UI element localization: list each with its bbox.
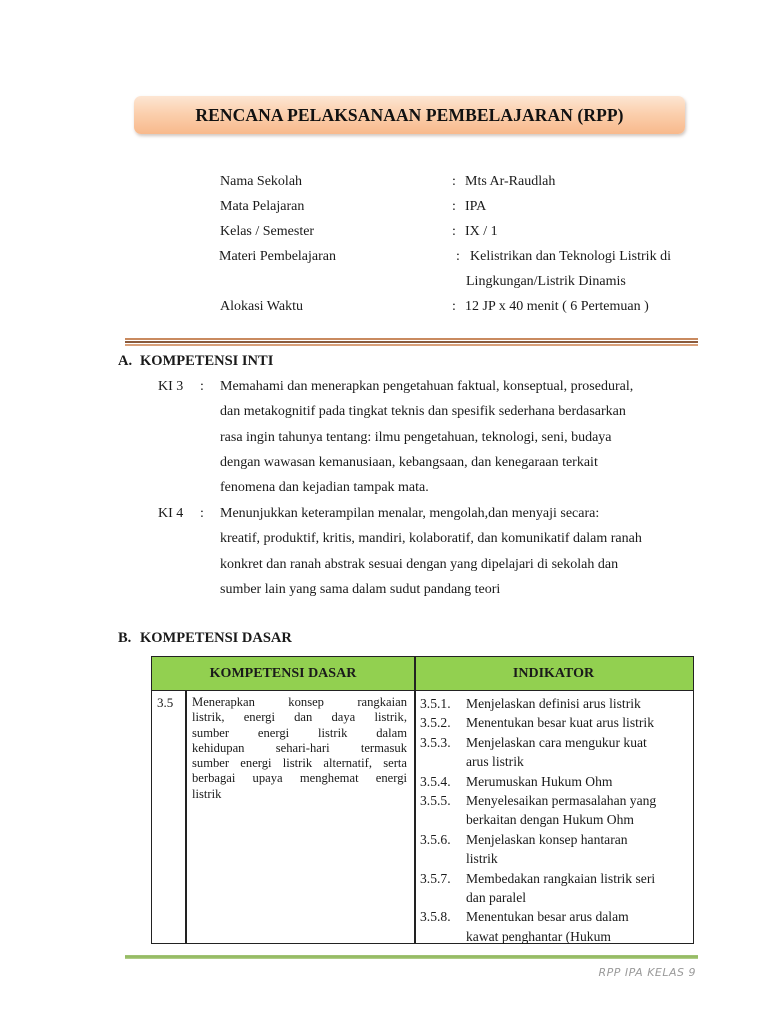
indicator-item bbox=[420, 869, 690, 908]
table-column-divider bbox=[414, 657, 416, 943]
indicator-text: Merumuskan Hukum Ohm bbox=[466, 773, 613, 789]
table-number-divider bbox=[185, 691, 187, 943]
indicator-text: Menyelesaikan permasalahan yang bbox=[466, 793, 657, 809]
indicator-number: 3.5.5. bbox=[420, 793, 451, 809]
indicator-number: 3.5.7. bbox=[420, 870, 451, 886]
section-title: KOMPETENSI INTI bbox=[140, 353, 274, 369]
ki-line: rasa ingin tahunya tentang: ilmu pengetahuan, teknologi, seni, budaya bbox=[220, 429, 612, 445]
info-label: Nama Sekolah bbox=[220, 174, 303, 189]
indicator-text: Menentukan besar arus dalam bbox=[466, 909, 629, 925]
indicator-text: Membedakan rangkaian listrik seri bbox=[466, 870, 656, 886]
indicator-item bbox=[420, 694, 690, 713]
info-colon: : bbox=[452, 299, 456, 314]
footer-divider-rule bbox=[125, 955, 698, 959]
section-letter: A. bbox=[118, 353, 133, 369]
indicator-text: kawat penghantar (Hukum bbox=[466, 928, 611, 944]
indicator-item bbox=[420, 830, 690, 869]
kd-line: sumber energi listrik dalam bbox=[192, 725, 407, 740]
info-label: Alokasi Waktu bbox=[220, 299, 303, 314]
info-colon: : bbox=[452, 174, 456, 189]
title-banner bbox=[134, 96, 685, 134]
section-title: KOMPETENSI DASAR bbox=[140, 630, 292, 646]
table-header-kompetensi-dasar: KOMPETENSI DASAR bbox=[209, 665, 357, 681]
indicator-item bbox=[420, 907, 690, 946]
ki-colon: : bbox=[200, 379, 204, 394]
info-label: Materi Pembelajaran bbox=[219, 249, 337, 264]
indicator-number: 3.5.6. bbox=[420, 831, 451, 847]
indicator-list bbox=[420, 694, 690, 946]
document-title: RENCANA PELAKSANAAN PEMBELAJARAN (RPP) bbox=[195, 104, 624, 125]
indicator-text: Menentukan besar kuat arus listrik bbox=[466, 715, 654, 731]
indicator-text: Menjelaskan definisi arus listrik bbox=[466, 696, 641, 711]
info-value: IPA bbox=[465, 199, 487, 214]
info-value: Kelistrikan dan Teknologi Listrik di bbox=[470, 249, 671, 264]
kd-description bbox=[192, 695, 407, 802]
kd-line: listrik bbox=[192, 786, 222, 801]
section-letter: B. bbox=[118, 630, 132, 646]
kompetensi-dasar-table bbox=[151, 656, 694, 944]
ki-line: Menunjukkan keterampilan menalar, mengolah,dan menyaji secara: bbox=[220, 506, 600, 521]
kd-line: Menerapkan konsep rangkaian bbox=[192, 695, 407, 709]
info-value: 12 JP x 40 menit ( 6 Pertemuan ) bbox=[465, 299, 649, 314]
kd-line: berbagai upaya menghemat energi bbox=[192, 771, 407, 786]
page-footer-label: RPP IPA KELAS 9 bbox=[598, 966, 696, 979]
ki-line: dengan wawasan kemanusiaan, kebangsaan, dan kenegaraan terkait bbox=[220, 454, 598, 470]
kd-number: 3.5 bbox=[157, 695, 174, 710]
indicator-text: arus listrik bbox=[466, 754, 524, 770]
ki-label: KI 3 bbox=[158, 379, 184, 394]
ki-colon: : bbox=[200, 506, 204, 521]
ki-line: dan metakognitif pada tingkat teknis dan spesifik sederhana berdasarkan bbox=[220, 404, 626, 420]
indicator-number: 3.5.2. bbox=[420, 715, 451, 731]
info-colon: : bbox=[452, 224, 456, 239]
table-header-row bbox=[152, 657, 693, 691]
indicator-item bbox=[420, 791, 690, 830]
info-label: Kelas / Semester bbox=[220, 224, 315, 239]
ki-line: sumber lain yang sama dalam sudut pandang teori bbox=[220, 581, 501, 597]
indicator-text: Menjelaskan cara mengukur kuat bbox=[466, 734, 647, 750]
indicator-item bbox=[420, 772, 690, 791]
kd-line: kehidupan sehari-hari termasuk bbox=[192, 740, 407, 755]
kd-line: sumber energi listrik alternatif, serta bbox=[192, 756, 407, 771]
indicator-text: listrik bbox=[466, 851, 498, 867]
indicator-number: 3.5.1. bbox=[420, 696, 451, 711]
section-a-heading bbox=[118, 353, 273, 370]
header-divider-rule bbox=[125, 338, 698, 346]
info-colon: : bbox=[452, 199, 456, 214]
indicator-text: Menjelaskan konsep hantaran bbox=[466, 831, 628, 847]
indicator-item bbox=[420, 713, 690, 732]
ki-label: KI 4 bbox=[158, 506, 184, 521]
ki-line: kreatif, produktif, kritis, mandiri, kolaboratif, dan komunikatif dalam ranah bbox=[220, 531, 642, 547]
info-colon: : bbox=[456, 249, 460, 264]
indicator-number: 3.5.3. bbox=[420, 734, 451, 750]
info-value: Mts Ar-Raudlah bbox=[465, 174, 556, 189]
info-value: IX / 1 bbox=[465, 224, 498, 239]
ki-line: Memahami dan menerapkan pengetahuan faktual, konseptual, prosedural, bbox=[220, 379, 634, 394]
ki-text bbox=[220, 374, 700, 500]
section-b-heading bbox=[118, 630, 292, 647]
indicator-item bbox=[420, 733, 690, 772]
indicator-number: 3.5.8. bbox=[420, 909, 451, 925]
indicator-number: 3.5.4. bbox=[420, 773, 451, 789]
info-label: Mata Pelajaran bbox=[220, 199, 305, 214]
ki-line: fenomena dan kejadian tampak mata. bbox=[220, 480, 429, 496]
indicator-text: berkaitan dengan Hukum Ohm bbox=[466, 812, 634, 828]
info-value-continued: Lingkungan/Listrik Dinamis bbox=[466, 274, 626, 289]
indicator-text: dan paralel bbox=[466, 890, 527, 906]
ki-line: konkret dan ranah abstrak sesuai dengan yang dipelajari di sekolah dan bbox=[220, 556, 619, 572]
ki-text bbox=[220, 501, 700, 602]
kd-line: listrik, energi dan daya listrik, bbox=[192, 710, 407, 725]
table-header-indikator: INDIKATOR bbox=[512, 665, 595, 681]
